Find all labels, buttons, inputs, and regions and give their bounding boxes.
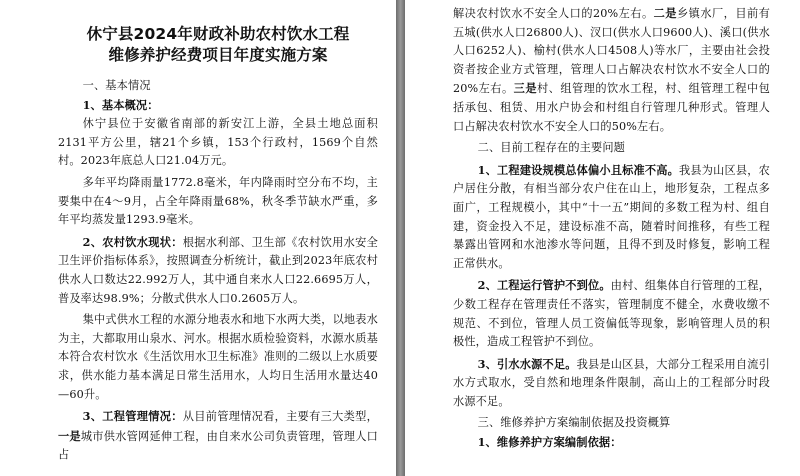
mgmt-bold-b: 二是 — [653, 6, 677, 20]
page-right — [405, 0, 800, 476]
paragraph-management — [58, 407, 378, 465]
subsection-1-title: 1、基本概况： — [82, 97, 159, 112]
subsection-3-text-a: 从目前管理情况看，主要有三大类型， — [182, 410, 378, 424]
problem-1-title: 1、工程建设规模总体偏小且标准不高。 — [477, 162, 680, 177]
paragraph-problem-2 — [453, 276, 770, 351]
paragraph-problem-3 — [453, 355, 770, 412]
document-title — [58, 24, 378, 66]
paragraph-management-cont — [453, 4, 770, 136]
paragraph-rainfall: 多年平均降雨量1772.8毫米，年内降雨时空分布不均，主要集中在4～9月，占全年降雨量68%，秋冬季节缺水严重，多年平均蒸发量1293.9毫米。 — [58, 175, 378, 227]
subsection-3-title: 3、工程管理情况： — [82, 409, 183, 424]
paragraph-problem-1 — [453, 161, 770, 274]
problem-2-text: 由村、组集体自行管理的工程，少数工程存在管理责任不落实，管理制度不健全，水费收缴不规范、不到位，管理人员工资偏低等现象，影响管理人员的积极性，造成工程管护不到位。 — [453, 279, 770, 349]
title-line-2: 维修养护经费项目年度实施方案 — [108, 46, 328, 64]
subsection-2-title: 2、农村饮水现状： — [82, 234, 183, 249]
title-line-1: 休宁县2024年财政补助农村饮水工程 — [86, 25, 350, 43]
section-heading-3: 三、维修养护方案编制依据及投资概算 — [477, 416, 671, 430]
subsection-1-label — [58, 96, 378, 116]
problem-3-text: 我县是山区县，大部分工程采用自流引水方式取水，受自然和地理条件限制，高山上的工程部分时段水源不足。 — [453, 357, 770, 408]
mgmt-bold-c: 三是 — [513, 81, 537, 96]
section-heading-2: 二、目前工程存在的主要问题 — [477, 141, 626, 155]
section-3-sub-1-title: 1、维修养护方案编制依据： — [477, 435, 622, 450]
paragraph-overview: 休宁县位于安徽省南部的新安江上游，全县土地总面积2131平方公里，辖21个乡镇，153个行政村，1569个自然村。2023年底总人口21.04万元。 — [58, 117, 378, 168]
subsection-3-text-b: 城市供水管网延伸工程，由自来水公司负责管理，管理人口占 — [58, 429, 378, 462]
subsection-2-text: 根据水利部、卫生部《农村饮用水安全卫生评价指标体系》，按照调查分析统计，截止到2023年底农村供水人口数达22.992万人，其中通自来水人口22.6695万人，普及率达98.9%；分散式供水人口0.2605万人。 — [58, 235, 378, 305]
problem-1-text: 我县为山区县，农户居住分散，有相当部分农户住在山上，地形复杂，工程点多面广，工程规模小，其中“十一五”期间的多数工程为村、组自建，资金投入不足，建设标准不高，随着时间推移，有些工程暴露出管网和水池渗水等问题，且得不到及时修复，影响工程正常供水。 — [453, 163, 770, 270]
subsection-3-bold: 一是 — [58, 428, 81, 443]
paragraph-water-status — [58, 233, 378, 308]
mgmt-text-b: 乡镇水厂，目前有五城(供水人口26800人)、汊口(供水人口9600人)、溪口(供水人口6252人)、榆村(供水人口4508人)等水厂，主要由社会投资者按企业方式管理，管理人口占解决农村饮水不安全人口的20%左右。 — [453, 7, 770, 96]
problem-3-title: 3、引水水源不足。 — [477, 356, 577, 371]
page-left — [0, 0, 396, 476]
section-3-sub-1 — [453, 433, 770, 453]
problem-2-title: 2、工程运行管护不到位。 — [477, 278, 611, 293]
mgmt-text-a: 解决农村饮水不安全人口的20%左右。 — [453, 7, 654, 20]
mgmt-text-c: 村、组管理的饮水工程，村、组管理工程中包括承包、租赁、用水户协会和村组自行管理几种形式。管理人口占解决农村饮水不安全人口的50%左右。 — [453, 82, 770, 133]
paragraph-water-source: 集中式供水工程的水源分地表水和地下水两大类，以地表水为主，大都取用山泉水、河水。根据水质检验资料，水源水质基本符合农村饮水《生活饮用水卫生标准》准则的二级以上水质要求，供水能力基本满足日常生活用水，人均日生活用水量达40—60升。 — [58, 313, 378, 401]
section-heading-1: 一、基本情况 — [82, 79, 151, 92]
page-gutter — [396, 0, 405, 476]
